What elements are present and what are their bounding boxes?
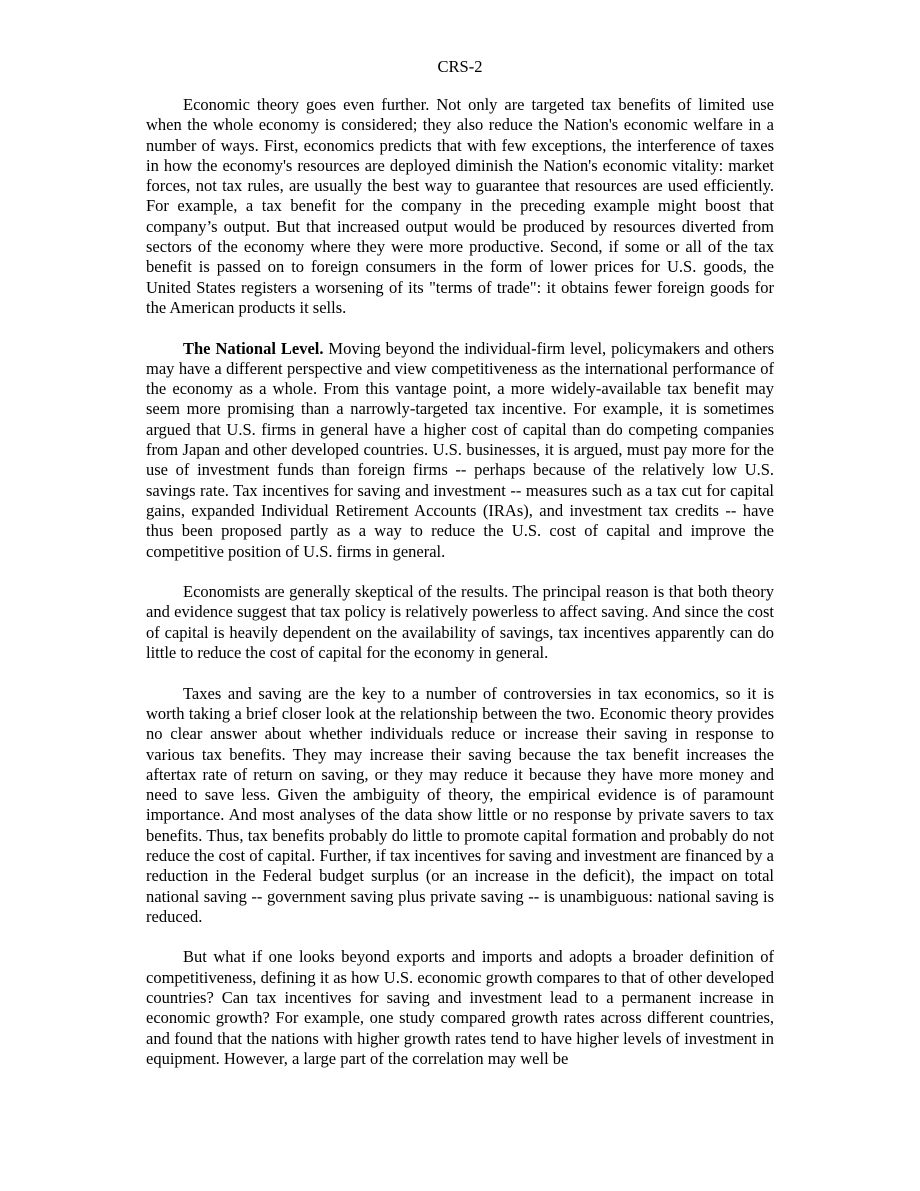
paragraph-text: Economic theory goes even further. Not only are targeted tax benefits of limited use when the whole economy is considered; they also reduce the Nation's economic welfare in a number of ways. First, economics predicts that with few exceptions, the interference of taxes in how the economy's resources are deployed diminish the Nation's economic vitality: market forces, not tax rules, are usually the best way to guarantee that resources are used efficiently. For example, a tax benefit for the company in the preceding example might boost that company’s output. But that increased output would be produced by resources diverted from sectors of the economy where they were more productive. Second, if some or all of the tax benefit is passed on to foreign consumers in the form of lower prices for U.S. goods, the United States registers a worsening of its "terms of trade": it obtains fewer foreign goods for the American products it sells. <box>146 95 774 317</box>
document-body <box>146 95 774 1090</box>
paragraph-beyond-exports <box>146 947 774 1069</box>
page-header: CRS-2 <box>437 57 483 76</box>
paragraph-text: But what if one looks beyond exports and imports and adopts a broader definition of competitiveness, defining it as how U.S. economic growth compares to that of other developed countries? Can tax incentives for saving and investment lead to a permanent increase in economic growth? For example, one study compared growth rates across different countries, and found that the nations with higher growth rates tend to have higher levels of investment in equipment. However, a large part of the correlation may well be <box>146 947 774 1068</box>
paragraph-economic-theory <box>146 95 774 318</box>
paragraph-text: Taxes and saving are the key to a number of controversies in tax economics, so it is worth taking a brief closer look at the relationship between the two. Economic theory provides no clear answer about whether individuals reduce or increase their saving in response to various tax benefits. They may increase their saving because the tax benefit increases the aftertax rate of return on saving, or they may reduce it because they have more money and need to save less. Given the ambiguity of theory, the empirical evidence is of paramount importance. And most analyses of the data show little or no response by private savers to tax benefits. Thus, tax benefits probably do little to promote capital formation and probably do not reduce the cost of capital. Further, if tax incentives for saving and investment are financed by a reduction in the Federal budget surplus (or an increase in the deficit), the impact on total national saving -- government saving plus private saving -- is unambiguous: national saving is reduced. <box>146 683 774 926</box>
paragraph-economists-skeptical <box>146 582 774 663</box>
paragraph-text: Moving beyond the individual-firm level, policymakers and others may have a different perspective and view competitiveness as the international performance of the economy as a whole. From this vantage point, a more widely-available tax benefit may seem more promising than a narrowly-targeted tax incentive. For example, it is sometimes argued that U.S. firms in general have a higher cost of capital than do competing companies from Japan and other developed countries. U.S. businesses, it is argued, must pay more for the use of investment funds than foreign firms -- perhaps because of the relatively low U.S. savings rate. Tax incentives for saving and investment -- measures such as a tax cut for capital gains, expanded Individual Retirement Accounts (IRAs), and investment tax credits -- have thus been proposed partly as a way to reduce the U.S. cost of capital and improve the competitive position of U.S. firms in general. <box>146 338 775 561</box>
section-lead-heading: The National Level. <box>183 338 324 358</box>
paragraph-national-level <box>146 339 774 562</box>
paragraph-text: Economists are generally skeptical of the results. The principal reason is that both theory and evidence suggest that tax policy is relatively powerless to affect saving. And since the cost of capital is heavily dependent on the availability of savings, tax incentives apparently can do little to reduce the cost of capital for the economy in general. <box>146 582 774 663</box>
paragraph-taxes-and-saving <box>146 684 774 928</box>
